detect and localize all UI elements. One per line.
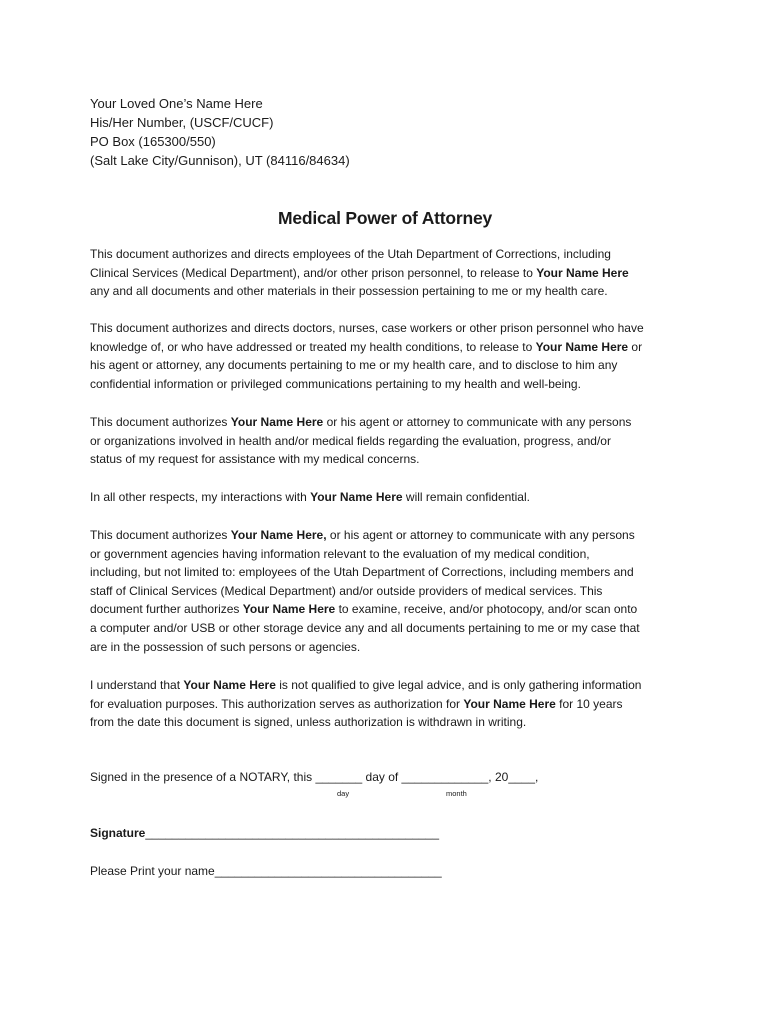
text-line: staff of Clinical Services (Medical Department) and/or outside providers of medical services. This [90, 583, 603, 598]
text-span: or [628, 339, 643, 354]
name-placeholder: Your Name Here [535, 339, 629, 354]
text-span: This document authorizes [90, 528, 231, 542]
signature-line[interactable]: ____________________________________________ [145, 826, 439, 840]
name-placeholder: Your Name Here [463, 696, 556, 711]
name-placeholder: Your Name Here [242, 602, 336, 617]
paragraph-6 [90, 676, 690, 732]
paragraph-2 [90, 319, 690, 393]
text-span: to examine, receive, and/or photocopy, and/or scan onto [335, 602, 638, 617]
print-name-line[interactable]: __________________________________ [214, 864, 442, 878]
sender-po-box: PO Box (165300/550) [90, 134, 216, 149]
signature-field[interactable] [90, 826, 439, 840]
paragraph-5 [90, 526, 690, 656]
name-placeholder: Your Name Here [183, 678, 276, 692]
text-line: from the date this document is signed, unless authorization is withdrawn in writing. [90, 715, 527, 730]
paragraph-4 [90, 488, 690, 507]
name-placeholder: Your Name Here [536, 265, 629, 280]
text-line [90, 526, 690, 545]
text-line: his agent or attorney, any documents pertaining to me or my health care, and to disclose to him any [90, 358, 618, 373]
text-span: will remain confidential. [402, 490, 530, 504]
text-line: status of my request for assistance with my medical concerns. [90, 452, 420, 467]
text-line [90, 413, 690, 432]
text-span: is not qualified to give legal advice, and is only gathering information [275, 678, 642, 692]
sender-city: (Salt Lake City/Gunnison), UT (84116/84634) [90, 153, 350, 168]
text-line: a computer and/or USB or other storage device any and all documents pertaining to me or my case that [90, 620, 640, 635]
sender-number: His/Her Number, (USCF/CUCF) [90, 115, 274, 130]
paragraph-1 [90, 245, 690, 301]
text-line: or organizations involved in health and/or medical fields regarding the evaluation, progress, and/or [90, 433, 611, 448]
text-line: are in the possession of such persons or agencies. [90, 639, 361, 654]
text-span: or his agent or attorney to communicate with any persons [323, 415, 632, 429]
signature-label: Signature [90, 826, 146, 840]
sender-name: Your Loved One’s Name Here [90, 96, 263, 111]
text-line: including, but not limited to: employees of the Utah Department of Corrections, including members and [90, 565, 634, 580]
text-line: This document authorizes and directs employees of the Utah Department of Corrections, including [90, 247, 611, 261]
text-line [90, 264, 690, 283]
text-span: for evaluation purposes. This authorization serves as authorization for [90, 696, 464, 711]
text-span: This document authorizes [90, 415, 231, 429]
text-line [90, 600, 690, 619]
text-span: for 10 years [555, 696, 623, 711]
sender-address-block [90, 94, 350, 170]
month-label: month [446, 789, 467, 798]
text-span: document further authorizes [90, 602, 243, 617]
text-span: or his agent or attorney to communicate with any persons [326, 528, 635, 542]
text-line [90, 695, 690, 714]
text-line: any and all documents and other materials in their possession pertaining to me or my health care. [90, 284, 608, 299]
text-line: confidential information or privileged communications pertaining to my health and well-being. [90, 376, 581, 391]
name-placeholder: Your Name Here [310, 490, 403, 504]
text-span: knowledge of, or who have addressed or treated my health conditions, to release to [90, 339, 536, 354]
document-title: Medical Power of Attorney [277, 208, 493, 228]
day-label: day [337, 789, 350, 798]
text-line [90, 676, 690, 695]
text-line [90, 488, 690, 507]
text-span: In all other respects, my interactions with [90, 490, 311, 504]
paragraph-3 [90, 413, 690, 469]
name-placeholder: Your Name Here, [230, 528, 327, 542]
text-span: I understand that [90, 678, 184, 692]
print-name-label: Please Print your name [90, 864, 215, 878]
text-line: This document authorizes and directs doctors, nurses, case workers or other prison personnel who have [90, 321, 644, 335]
text-line [90, 338, 690, 357]
name-placeholder: Your Name Here [230, 415, 324, 429]
text-line: or government agencies having information relevant to the evaluation of my medical condition, [90, 546, 590, 561]
text-span: Clinical Services (Medical Department), and/or other prison personnel, to release to [90, 265, 537, 280]
notary-signed-line[interactable]: Signed in the presence of a NOTARY, this _______ day of _____________, 20____, [90, 770, 539, 784]
print-name-field[interactable] [90, 864, 442, 878]
